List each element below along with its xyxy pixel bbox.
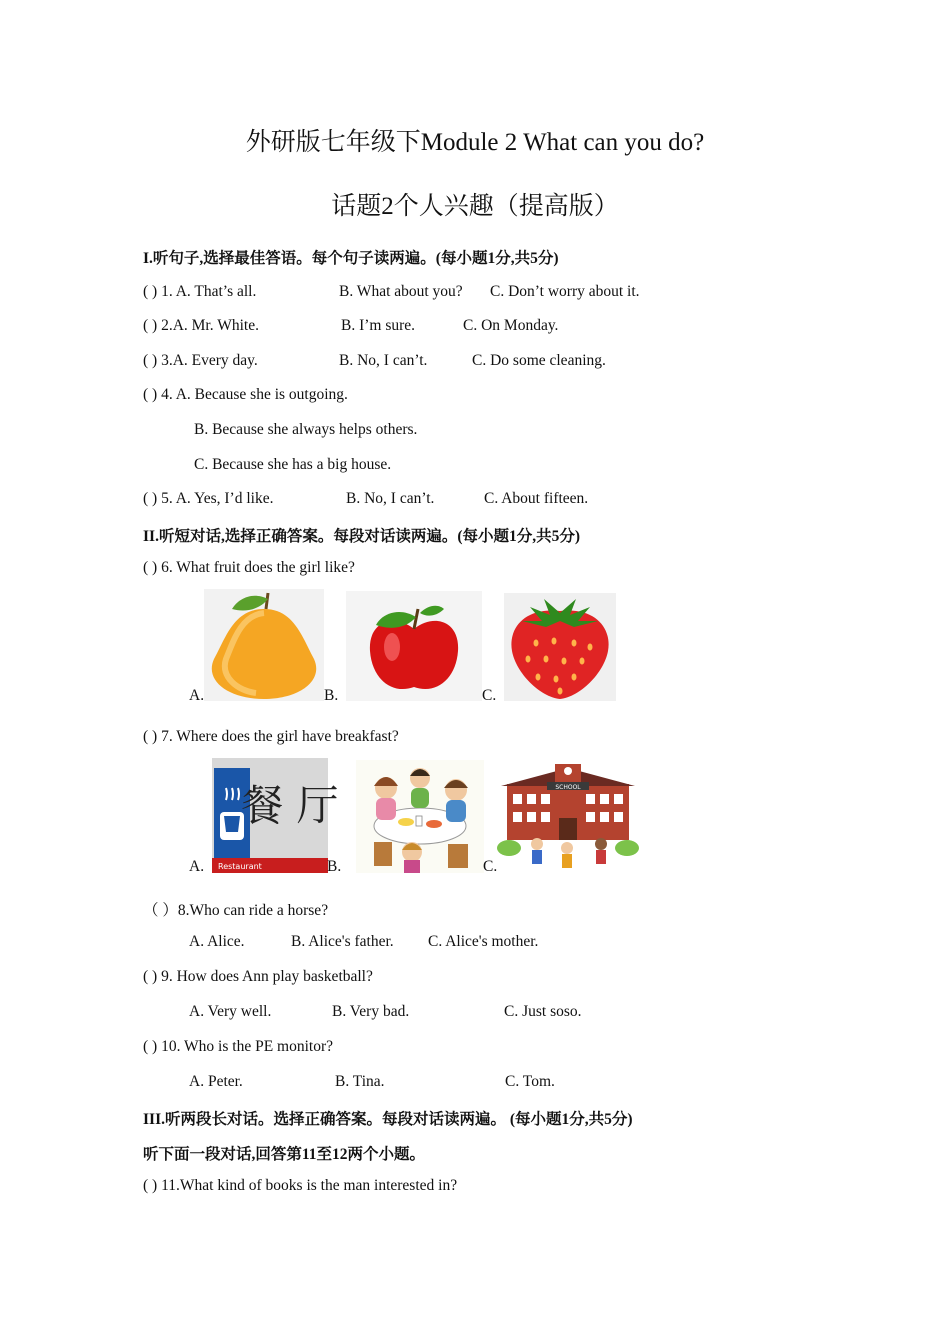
q4-option-a: ( ) 4. A. Because she is outgoing. xyxy=(143,386,348,403)
sign-caption: Restaurant xyxy=(218,862,262,871)
page-title: 外研版七年级下Module 2 What can you do? xyxy=(245,129,705,156)
q5-option-c: C. About fifteen. xyxy=(484,490,589,507)
q10-option-c: C. Tom. xyxy=(505,1073,555,1090)
q10-option-b: B. Tina. xyxy=(335,1073,385,1090)
family-breakfast-image xyxy=(356,760,484,873)
page-subtitle: 话题2个人兴趣（提高版） xyxy=(331,193,619,220)
q4-option-c: C. Because she has a big house. xyxy=(194,456,392,473)
q3-option-b: B. No, I can’t. xyxy=(339,352,428,369)
q6-label-b: B. xyxy=(324,687,339,704)
q7-stem: ( ) 7. Where does the girl have breakfast? xyxy=(143,728,399,745)
q7-label-a: A. xyxy=(189,858,205,875)
q4-option-b: B. Because she always helps others. xyxy=(194,421,418,438)
q1-option-b: B. What about you? xyxy=(339,283,463,300)
q6-label-a: A. xyxy=(189,687,205,704)
q8-option-a: A. Alice. xyxy=(189,933,245,950)
section-3-subheading: 听下面一段对话,回答第11至12两个小题。 xyxy=(143,1146,426,1163)
q10-option-a: A. Peter. xyxy=(189,1073,243,1090)
section-1-heading: I.听句子,选择最佳答语。每个句子读两遍。(每小题1分,共5分) xyxy=(143,250,559,267)
q8-option-c: C. Alice's mother. xyxy=(428,933,539,950)
sign-text: 餐 厅 xyxy=(241,781,339,830)
q8-option-b: B. Alice's father. xyxy=(291,933,394,950)
q1-option-a: ( ) 1. A. That’s all. xyxy=(143,283,257,300)
section-3-heading: III.听两段长对话。选择正确答案。每段对话读两遍。 (每小题1分,共5分) xyxy=(143,1111,633,1128)
q2-option-c: C. On Monday. xyxy=(463,317,559,334)
q8-stem: （ ）8.Who can ride a horse? xyxy=(143,902,329,919)
q10-stem: ( ) 10. Who is the PE monitor? xyxy=(143,1038,333,1055)
restaurant-sign-image xyxy=(212,758,339,873)
q7-label-c: C. xyxy=(483,858,498,875)
q9-option-b: B. Very bad. xyxy=(332,1003,410,1020)
q1-option-c: C. Don’t worry about it. xyxy=(490,283,640,300)
q9-option-c: C. Just soso. xyxy=(504,1003,582,1020)
q2-option-a: ( ) 2.A. Mr. White. xyxy=(143,317,259,334)
school-image xyxy=(497,762,639,873)
apple-image xyxy=(346,591,482,701)
q3-option-a: ( ) 3.A. Every day. xyxy=(143,352,258,369)
q2-option-b: B. I’m sure. xyxy=(341,317,416,334)
school-sign: SCHOOL xyxy=(555,784,581,791)
q6-label-c: C. xyxy=(482,687,497,704)
strawberry-image xyxy=(504,593,616,701)
q5-option-b: B. No, I can’t. xyxy=(346,490,435,507)
pear-image xyxy=(204,589,324,701)
section-2-heading: II.听短对话,选择正确答案。每段对话读两遍。(每小题1分,共5分) xyxy=(143,528,581,545)
q5-option-a: ( ) 5. A. Yes, I’d like. xyxy=(143,490,274,507)
q9-stem: ( ) 9. How does Ann play basketball? xyxy=(143,968,373,985)
q6-stem: ( ) 6. What fruit does the girl like? xyxy=(143,559,355,576)
q11-stem: ( ) 11.What kind of books is the man interested in? xyxy=(143,1177,458,1194)
q9-option-a: A. Very well. xyxy=(189,1003,272,1020)
q7-label-b: B. xyxy=(327,858,342,875)
q3-option-c: C. Do some cleaning. xyxy=(472,352,606,369)
